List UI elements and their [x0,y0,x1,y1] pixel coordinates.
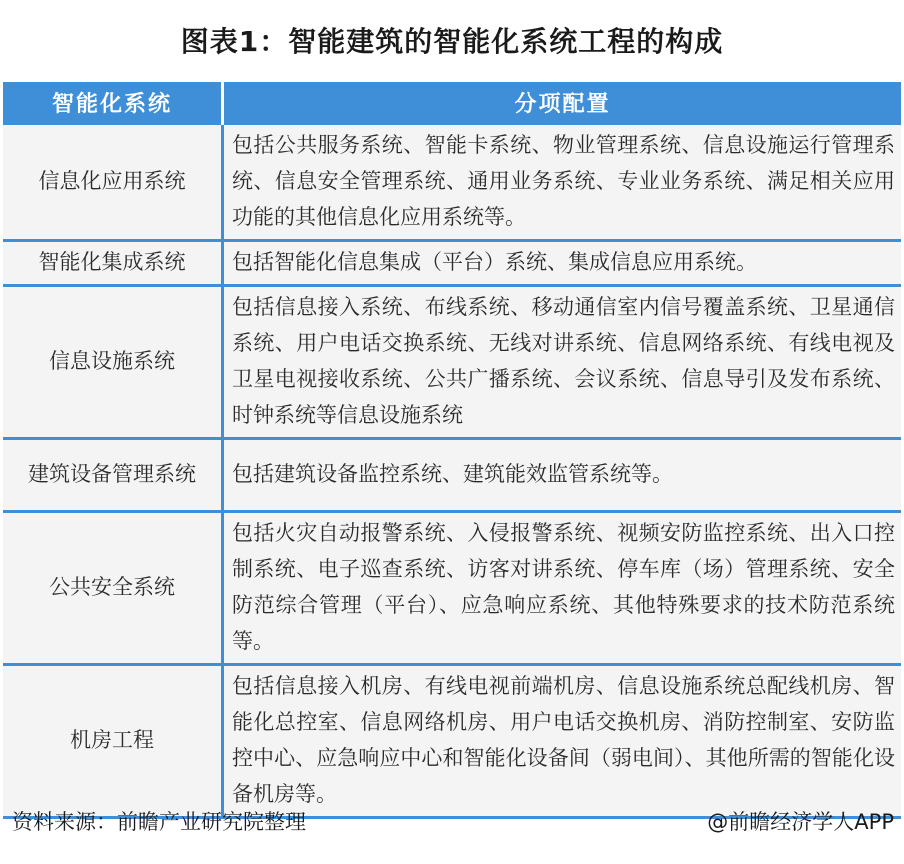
header-config: 分项配置 [223,82,902,124]
row-category: 信息设施系统 [3,286,223,439]
row-category: 智能化集成系统 [3,241,223,286]
table-row [3,124,901,241]
table-row [3,439,901,512]
table-row [3,665,901,818]
row-category: 建筑设备管理系统 [3,439,223,512]
table-header-row [3,82,901,124]
source-note: 资料来源：前瞻产业研究院整理 [12,810,306,834]
row-config: 包括建筑设备监控系统、建筑能效监管系统等。 [223,439,902,512]
row-config: 包括信息接入系统、布线系统、移动通信室内信号覆盖系统、卫星通信系统、用户电话交换系统、无线对讲系统、信息网络系统、有线电视及卫星电视接收系统、公共广播系统、会议系统、信息导引及发布系统、时钟系统等信息设施系统 [223,286,902,439]
row-category: 信息化应用系统 [3,124,223,241]
row-config: 包括公共服务系统、智能卡系统、物业管理系统、信息设施运行管理系统、信息安全管理系统、通用业务系统、专业业务系统、满足相关应用功能的其他信息化应用系统等。 [223,124,902,241]
row-category: 机房工程 [3,665,223,818]
table-row [3,286,901,439]
header-system: 智能化系统 [3,82,223,124]
row-config: 包括火灾自动报警系统、入侵报警系统、视频安防监控系统、出入口控制系统、电子巡查系统、访客对讲系统、停车库（场）管理系统、安全防范综合管理（平台）、应急响应系统、其他特殊要求的技术防范系统等。 [223,512,902,665]
table-row [3,512,901,665]
composition-table [3,82,901,819]
row-config: 包括信息接入机房、有线电视前端机房、信息设施系统总配线机房、智能化总控室、信息网络机房、用户电话交换机房、消防控制室、安防监控中心、应急响应中心和智能化设备间（弱电间）、其他所需的智能化设备机房等。 [223,665,902,818]
table-row [3,241,901,286]
chart-title: 图表1：智能建筑的智能化系统工程的构成 [180,25,724,58]
row-config: 包括智能化信息集成（平台）系统、集成信息应用系统。 [223,241,902,286]
brand-credit: @前瞻经济学人APP [707,810,894,834]
row-category: 公共安全系统 [3,512,223,665]
